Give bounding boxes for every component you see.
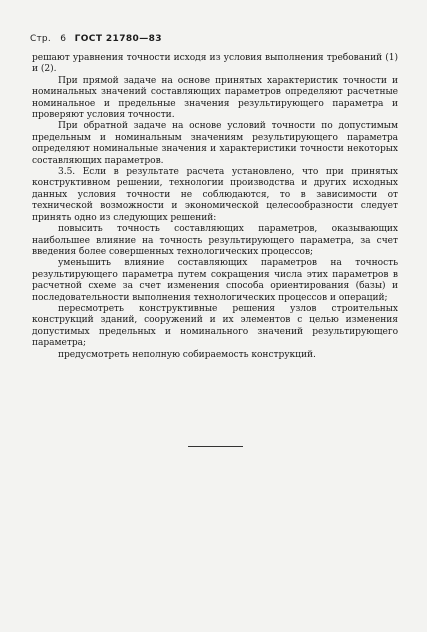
paragraph-direct-task: При прямой задаче на основе принятых характеристик точности и номинальных значений составляющих параметров определяют расчетные номинальное и предельные значения результирующего параметра и проверяют условия точности. — [32, 75, 398, 121]
paragraph-continuation: решают уравнения точности исходя из условия выполнения требований (1) и (2). — [32, 53, 398, 75]
page-number: 6 — [60, 34, 67, 44]
page-label: Стр. — [30, 34, 51, 44]
paragraph-inverse-task: При обратной задаче на основе условий точности по допустимым предельным и номинальным значениям результирующего параметра определяют номинальные значения и характеристики точности некоторых составляющих параметров. — [32, 121, 398, 166]
standard-designation: ГОСТ 21780—83 — [74, 34, 162, 44]
page-header — [30, 33, 162, 44]
paragraph-section-3-5: 3.5. Если в результате расчета установлено, что при принятых конструктивном решении, технологии производства и других исходных данных условия точности не соблюдаются, то в зависимости от технической возможности и экономической целесообразности следует принять одно из следующих решений: — [32, 167, 398, 223]
end-divider — [188, 446, 243, 447]
document-body — [32, 53, 398, 361]
paragraph-option-revise-design: пересмотреть конструктивные решения узлов строительных конструкций зданий, сооружений и их элементов с целью изменения допустимых предельных и номинального значений результирующего параметра; — [32, 303, 398, 349]
paragraph-option-increase-accuracy: повысить точность составляющих параметров, оказывающих наибольшее влияние на точность результирующего параметра, за счет введения более совершенных технологических процессов; — [32, 224, 398, 257]
paragraph-option-reduce-influence: уменьшить влияние составляющих параметров на точность результирующего параметра путем сокращения числа этих параметров в расчетной схеме за счет изменения способа ориентирования (базы) и последовательности выполнения технологических процессов и операций; — [32, 258, 398, 303]
paragraph-option-incomplete-assembly: предусмотреть неполную собираемость конструкций. — [58, 349, 316, 360]
